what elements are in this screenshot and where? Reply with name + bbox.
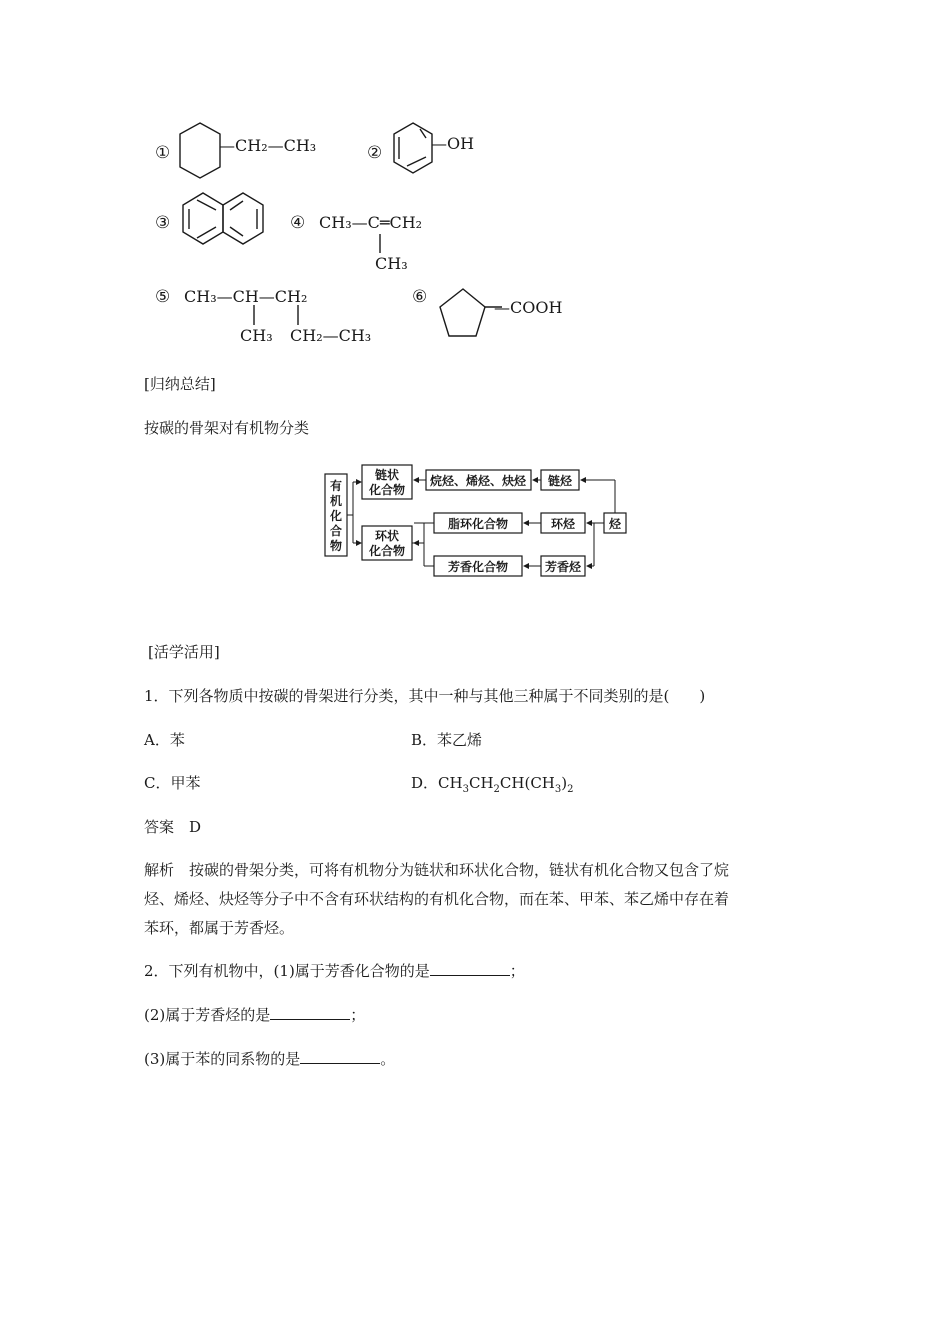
- structure-2-group: —OH: [431, 134, 475, 153]
- root-char-5: 物: [329, 539, 343, 553]
- classification-diagram: [0, 0, 950, 600]
- structure-5-branch2: CH₂—CH₃: [290, 326, 372, 345]
- question-1-option-c: C．甲苯: [144, 774, 201, 792]
- root-char-4: 合: [329, 524, 343, 538]
- question-2-part-2: (2)属于芳香烃的是 ；: [144, 1006, 366, 1024]
- structure-1-number: ①: [155, 143, 171, 163]
- structure-1-chain: —CH₂—CH₃: [219, 136, 317, 155]
- structure-4-main: CH₃—C═CH₂: [319, 213, 423, 232]
- question-2-stem: 2．下列有机物中，(1)属于芳香化合物的是 ；: [144, 962, 525, 980]
- structure-3-number: ③: [155, 213, 171, 233]
- blank-3: [300, 1049, 380, 1064]
- question-1-option-d: D．$CH_3CH_2CH(CH_3)_2$: [411, 774, 574, 795]
- root-char-1: 有: [329, 479, 343, 493]
- question-1-analysis-line3: 苯环，都属于芳香烃。: [144, 919, 295, 937]
- alicyclic-label: 脂环化合物: [447, 517, 509, 531]
- question-1-analysis-line1: 解析 按碳的骨架分类，可将有机物分为链状和环状化合物，链状有机化合物又包含了烷: [144, 861, 730, 879]
- aromatic-hydrocarbon-label: 芳香烃: [544, 560, 582, 574]
- structure-4-number: ④: [290, 213, 306, 233]
- structure-5-number: ⑤: [155, 287, 171, 307]
- ring-compound-line1: 环状: [374, 529, 400, 543]
- blank-1: [430, 961, 510, 976]
- question-1-option-a: A．苯: [144, 731, 185, 749]
- structure-5-branch1: CH₃: [240, 326, 273, 345]
- structure-4-branch: CH₃: [375, 254, 408, 273]
- structure-6-group: —COOH: [494, 298, 563, 317]
- summary-heading: [归纳总结]: [144, 375, 216, 393]
- ring-compound-line2: 化合物: [368, 544, 406, 558]
- question-1-answer: 答案 D: [144, 818, 202, 836]
- question-2-part-3: (3)属于苯的同系物的是 。: [144, 1050, 396, 1068]
- summary-intro: 按碳的骨架对有机物分类: [144, 419, 310, 437]
- aromatic-compound-label: 芳香化合物: [447, 560, 509, 574]
- cyclic-hydrocarbon-label: 环烃: [550, 517, 576, 531]
- root-char-3: 化: [329, 509, 343, 523]
- root-char-2: 机: [329, 494, 343, 508]
- question-1-option-b: B．苯乙烯: [411, 731, 483, 749]
- practice-heading: [活学活用]: [148, 643, 220, 661]
- chain-hydrocarbon-label: 链烃: [547, 474, 573, 488]
- chain-compound-line1: 链状: [374, 468, 400, 482]
- question-1-stem: 1．下列各物质中按碳的骨架进行分类，其中一种与其他三种属于不同类别的是( ): [144, 687, 706, 705]
- alkanes-label: 烷烃、烯烃、炔烃: [429, 474, 527, 488]
- structure-6-number: ⑥: [412, 287, 428, 307]
- chain-compound-line2: 化合物: [368, 483, 406, 497]
- question-1-analysis-line2: 烃、烯烃、炔烃等分子中不含有环状结构的有机化合物，而在苯、甲苯、苯乙烯中存在着: [144, 890, 730, 908]
- blank-2: [270, 1005, 350, 1020]
- structure-5-main: CH₃—CH—CH₂: [184, 287, 308, 306]
- structure-2-number: ②: [367, 143, 383, 163]
- hydrocarbon-label: 烃: [608, 517, 622, 531]
